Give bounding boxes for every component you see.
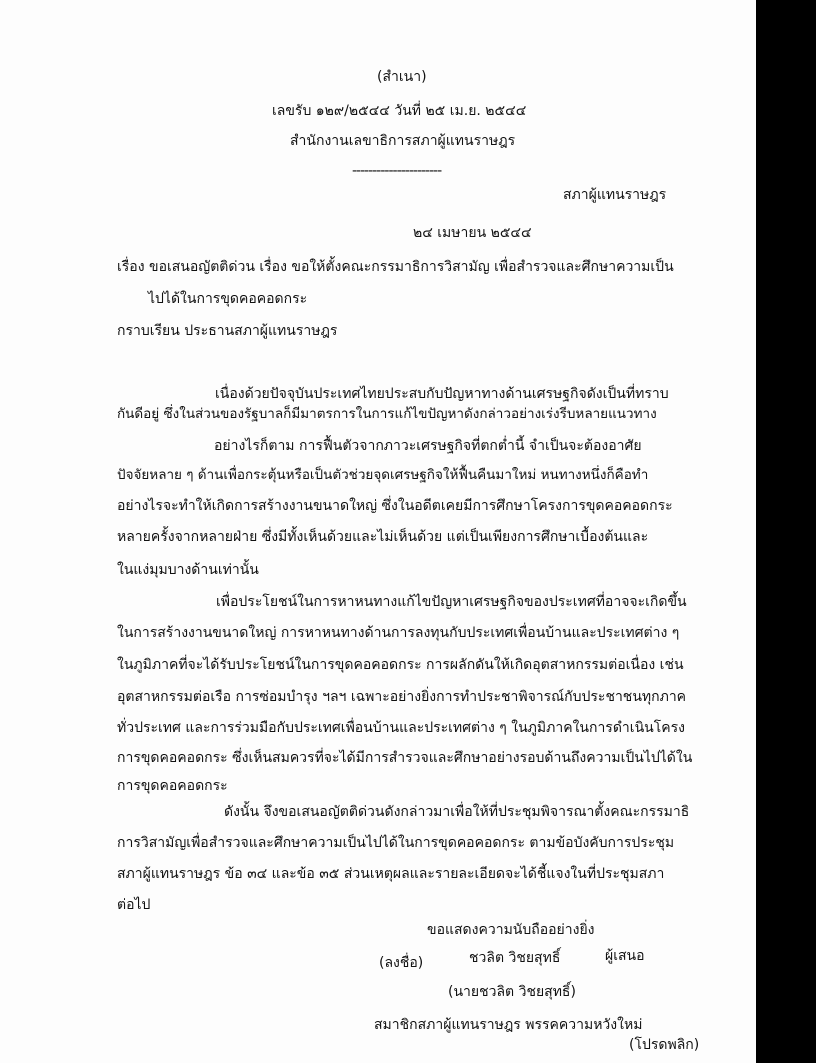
paragraph-2-line-4: อุตสาหกรรมต่อเรือ การซ่อมบำรุง ฯลฯ เฉพาะอย่างยิ่งการทำประชาพิจารณ์กับประชาชนทุกภาค [117, 689, 687, 705]
receipt-number: เลขรับ ๑๒๙/๒๕๔๔ วันที่ ๒๕ เม.ย. ๒๕๔๔ [272, 103, 527, 119]
paragraph-3-line-4: ต่อไป [117, 897, 151, 913]
paragraph-1-line-3: อย่างไรก็ตาม การฟื้นตัวจากภาวะเศรษฐกิจที่ตกต่ำนี้ จำเป็นจะต้องอาศัย [214, 438, 642, 454]
copy-mark: (สำเนา) [377, 69, 427, 85]
scan-border [756, 0, 816, 1063]
paragraph-2-line-7: การขุดคอคอดกระ [117, 778, 228, 794]
paragraph-2-line-1: เพื่อประโยชน์ในการหาหนทางแก้ไขปัญหาเศรษฐกิจของประเทศที่อาจจะเกิดขึ้น [216, 594, 687, 610]
office-name: สำนักงานเลขาธิการสภาผู้แทนราษฎร [290, 133, 516, 149]
paragraph-1-line-6: หลายครั้งจากหลายฝ่าย ซึ่งมีทั้งเห็นด้วยและไม่เห็นด้วย แต่เป็นเพียงการศึกษาเบื้องต้นและ [117, 529, 649, 545]
signer-position: สมาชิกสภาผู้แทนราษฎร พรรคความหวังใหม่ [374, 1017, 643, 1033]
letter-date: ๒๔ เมษายน ๒๕๔๔ [413, 225, 532, 241]
closing-regards: ขอแสดงความนับถืออย่างยิ่ง [427, 922, 595, 938]
paragraph-2-line-6: การขุดคอคอดกระ ซึ่งเห็นสมควรที่จะได้มีการสำรวจและศึกษาอย่างรอบด้านถึงความเป็นไปได้ใน [117, 750, 693, 766]
paragraph-1-line-7: ในแง่มุมบางด้านเท่านั้น [117, 562, 259, 578]
paragraph-2-line-2: ในการสร้างงานขนาดใหญ่ การหาหนทางด้านการลงทุนกับประเทศเพื่อนบ้านและประเทศต่าง ๆ [117, 625, 680, 641]
paragraph-2-line-5: ทั่วประเทศ และการร่วมมือกับประเทศเพื่อนบ้านและประเทศต่าง ๆ ในภูมิภาคในการดำเนินโครง [117, 720, 685, 736]
turn-over-note: (โปรดพลิก) [629, 1037, 700, 1053]
signature-label: (ลงชื่อ) [379, 955, 424, 971]
signer-role: ผู้เสนอ [605, 948, 645, 964]
paragraph-3-line-1: ดังนั้น จึงขอเสนอญัตติด่วนดังกล่าวมาเพื่อให้ที่ประชุมพิจารณาตั้งคณะกรรมาธิ [224, 804, 690, 820]
signer-full-name: (นายชวลิต วิชยสุทธิ์) [448, 984, 576, 1000]
paragraph-2-line-3: ในภูมิภาคที่จะได้รับประโยชน์ในการขุดคอคอดกระ การผลักดันให้เกิดอุตสาหกรรมต่อเนื่อง เช่น [117, 657, 684, 673]
letter-place: สภาผู้แทนราษฎร [563, 187, 667, 203]
paragraph-1-line-1: เนื่องด้วยปัจจุบันประเทศไทยประสบกับปัญหาทางด้านเศรษฐกิจดังเป็นที่ทราบ [215, 386, 669, 402]
paragraph-1-line-4: ปัจจัยหลาย ๆ ด้านเพื่อกระตุ้นหรือเป็นตัวช่วยจุดเศรษฐกิจให้ฟื้นคืนมาใหม่ หนทางหนึ่งก็คือทำ [117, 467, 649, 483]
paragraph-1-line-2: กันดีอยู่ ซึ่งในส่วนของรัฐบาลก็มีมาตรการในการแก้ไขปัญหาดังกล่าวอย่างเร่งรีบหลายแนวทาง [117, 406, 657, 422]
paragraph-3-line-3: สภาผู้แทนราษฎร ข้อ ๓๔ และข้อ ๓๕ ส่วนเหตุผลและรายละเอียดจะได้ชี้แจงในที่ประชุมสภา [117, 866, 665, 882]
salutation: กราบเรียน ประธานสภาผู้แทนราษฎร [117, 323, 338, 339]
subject-line-2: ไปได้ในการขุดคอคอดกระ [148, 291, 308, 307]
subject-line-1: เรื่อง ขอเสนอญัตติด่วน เรื่อง ขอให้ตั้งคณะกรรมาธิการวิสามัญ เพื่อสำรวจและศึกษาความเป็น [117, 259, 674, 275]
header-divider: ---------------------- [352, 163, 442, 179]
paragraph-3-line-2: การวิสามัญเพื่อสำรวจและศึกษาความเป็นไปได้ในการขุดคอคอดกระ ตามข้อบังคับการประชุม [117, 835, 675, 851]
paragraph-1-line-5: อย่างไรจะทำให้เกิดการสร้างงานขนาดใหญ่ ซึ่งในอดีตเคยมีการศึกษาโครงการขุดคอคอดกระ [117, 498, 673, 514]
signer-name: ชวลิต วิชยสุทธิ์ [469, 950, 561, 966]
